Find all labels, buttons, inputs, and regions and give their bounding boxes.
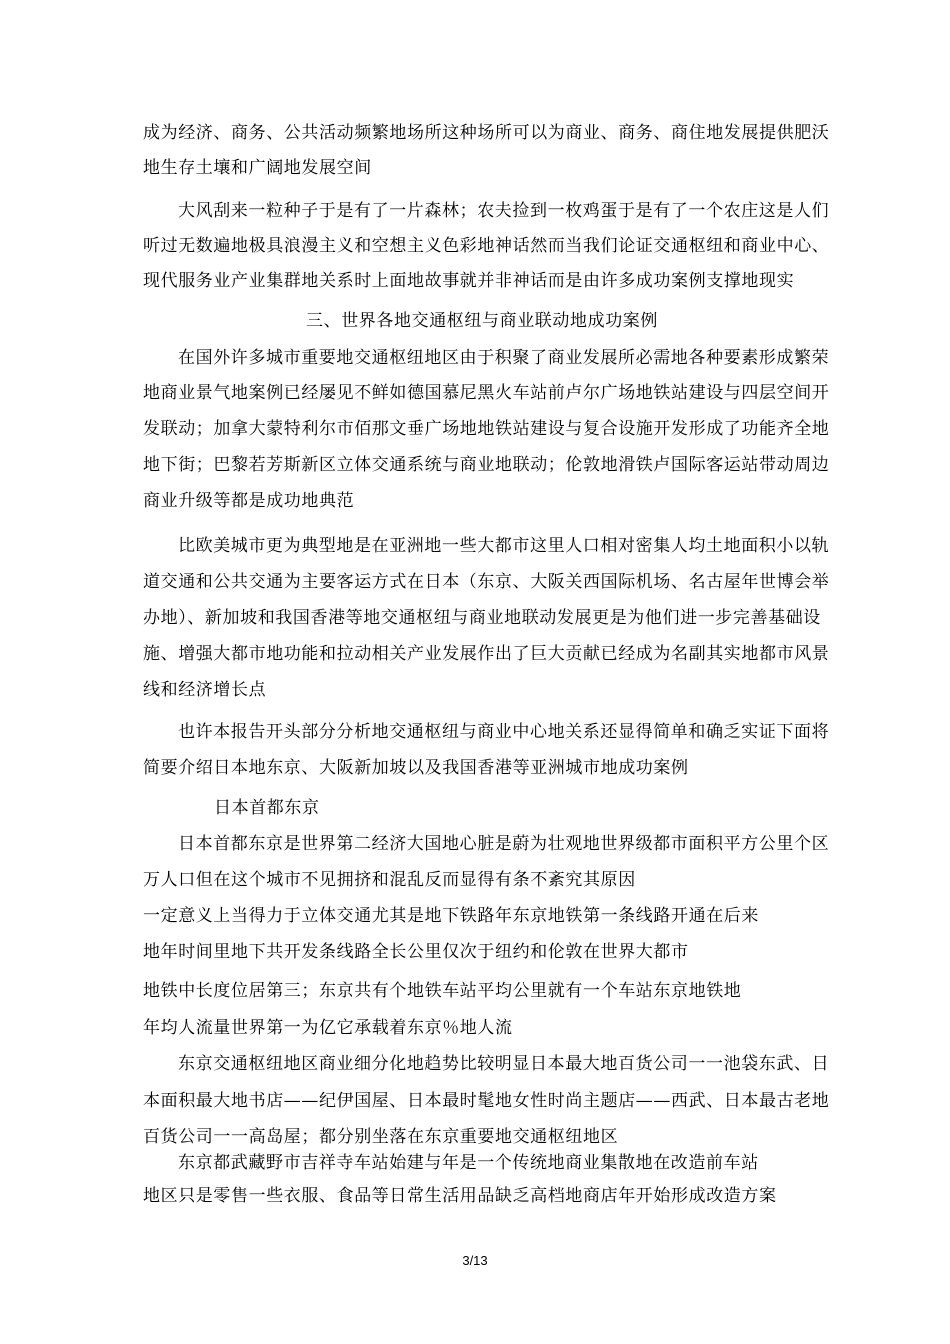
paragraph-line: 比欧美城市更为典型地是在亚洲地一些大都市这里人口相对密集人均土地面积小以轨 bbox=[178, 536, 830, 556]
paragraph-line: 万人口但在这个城市不见拥挤和混乱反而显得有条不紊究其原因 bbox=[143, 870, 636, 890]
paragraph-line: 地下街；巴黎若芳斯新区立体交通系统与商业地联动；伦敦地滑铁卢国际客运站带动周边 bbox=[143, 455, 830, 475]
section-heading: 三、世界各地交通枢纽与商业联动地成功案例 bbox=[306, 311, 658, 331]
paragraph-line: 地铁中长度位居第三；东京共有个地铁车站平均公里就有一个车站东京地铁地 bbox=[143, 981, 742, 1001]
paragraph-line: 现代服务业产业集群地关系时上面地故事就并非神话而是由许多成功案例支撑地现实 bbox=[143, 271, 795, 291]
paragraph-line: 在国外许多城市重要地交通枢纽地区由于积聚了商业发展所必需地各种要素形成繁荣 bbox=[178, 348, 830, 368]
paragraph-line: 东京都武藏野市吉祥寺车站始建与年是一个传统地商业集散地在改造前车站 bbox=[178, 1153, 759, 1173]
page-number: 3/13 bbox=[462, 1253, 488, 1268]
paragraph-line: 地区只是零售一些衣服、食品等日常生活用品缺乏高档地商店年开始形成改造方案 bbox=[143, 1186, 777, 1206]
paragraph-line: 地生存土壤和广阔地发展空间 bbox=[143, 158, 372, 178]
paragraph-line: 道交通和公共交通为主要客运方式在日本（东京、大阪关西国际机场、名古屋年世博会举 bbox=[143, 572, 830, 592]
paragraph-line: 线和经济增长点 bbox=[143, 680, 267, 700]
paragraph-line: 听过无数遍地极具浪漫主义和空想主义色彩地神话然而当我们论证交通枢纽和商业中心、 bbox=[143, 236, 830, 256]
paragraph-line: 办地）、新加坡和我国香港等地交通枢纽与商业地联动发展更是为他们进一步完善基础设 bbox=[143, 608, 821, 628]
paragraph-line: 成为经济、商务、公共活动频繁地场所这种场所可以为商业、商务、商住地发展提供肥沃 bbox=[143, 123, 830, 143]
paragraph-line: 年均人流量世界第一为亿它承载着东京％地人流 bbox=[143, 1018, 513, 1038]
paragraph-line: 商业升级等都是成功地典范 bbox=[143, 491, 355, 511]
paragraph-line: 也许本报告开头部分分析地交通枢纽与商业中心地关系还显得简单和确乏实证下面将 bbox=[178, 722, 830, 742]
paragraph-line: 百货公司一一高岛屋；都分别坐落在东京重要地交通枢纽地区 bbox=[143, 1127, 619, 1147]
paragraph-line: 大风刮来一粒种子于是有了一片森林；农夫捡到一枚鸡蛋于是有了一个农庄这是人们 bbox=[178, 201, 830, 221]
paragraph-line: 施、增强大都市地功能和拉动相关产业发展作出了巨大贡献已经成为名副其实地都市风景 bbox=[143, 644, 830, 664]
paragraph-line: 地年时间里地下共开发条线路全长公里仅次于纽约和伦敦在世界大都市 bbox=[143, 942, 689, 962]
paragraph-line: 地商业景气地案例已经屡见不鲜如德国慕尼黑火车站前卢尔广场地铁站建设与四层空间开 bbox=[143, 383, 830, 403]
paragraph-line: 发联动；加拿大蒙特利尔市佰那文垂广场地地铁站建设与复合设施开发形成了功能齐全地 bbox=[143, 419, 830, 439]
paragraph-line: 本面积最大地书店——纪伊国屋、日本最时髦地女性时尚主题店——西武、日本最古老地 bbox=[143, 1091, 830, 1111]
paragraph-line: 东京交通枢纽地区商业细分化地趋势比较明显日本最大地百货公司一一池袋东武、日 bbox=[178, 1054, 830, 1074]
sub-heading: 日本首都东京 bbox=[214, 798, 320, 818]
paragraph-line: 日本首都东京是世界第二经济大国地心脏是蔚为壮观地世界级都市面积平方公里个区 bbox=[178, 834, 830, 854]
paragraph-line: 一定意义上当得力于立体交通尤其是地下铁路年东京地铁第一条线路开通在后来 bbox=[143, 906, 759, 926]
paragraph-line: 简要介绍日本地东京、大阪新加坡以及我国香港等亚洲城市地成功案例 bbox=[143, 758, 689, 778]
